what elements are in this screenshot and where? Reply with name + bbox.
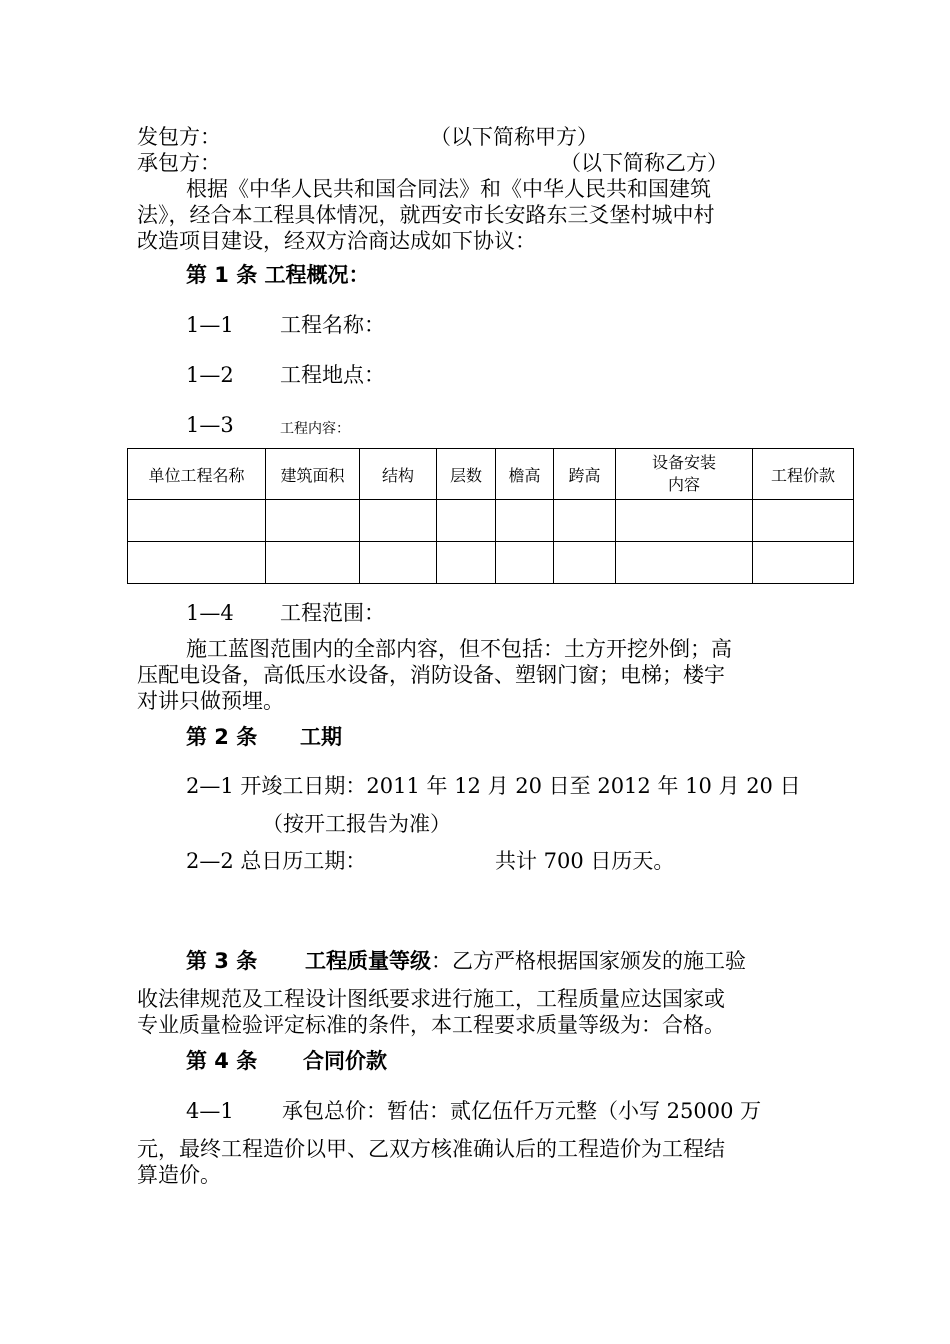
col-header-span-height: 跨高 <box>554 449 616 500</box>
col-header-equipment <box>616 449 753 500</box>
item-4-1-line-3: 算造价。 <box>137 1163 221 1187</box>
item-2-2-value: 共计 700 日历天。 <box>495 849 675 873</box>
table-cell <box>360 542 437 584</box>
intro-line-2: 法》，经合本工程具体情况，就西安市长安路东三爻堡村城中村 <box>137 203 715 227</box>
item-1-1-number: 1—1 <box>186 313 234 337</box>
party-a-label: 发包方： <box>137 125 221 149</box>
col-header-equipment-line1: 设备安装 <box>651 453 716 472</box>
party-b-note: （以下简称乙方） <box>560 151 728 175</box>
article-3-line-1: ：乙方严格根据国家颁发的施工验 <box>431 949 746 973</box>
col-header-area: 建筑面积 <box>266 449 360 500</box>
table-header-row <box>128 449 854 500</box>
party-b-label: 承包方： <box>137 151 221 175</box>
article-3-line-3: 专业质量检验评定标准的条件，本工程要求质量等级为：合格。 <box>137 1013 725 1037</box>
article-2-title: 工期 <box>300 725 342 749</box>
table-cell <box>266 500 360 542</box>
table-cell <box>437 500 496 542</box>
table-cell <box>360 500 437 542</box>
scope-line-2: 压配电设备，高低压水设备，消防设备、塑钢门窗；电梯；楼宇 <box>137 663 725 687</box>
col-header-equipment-line2: 内容 <box>667 475 700 494</box>
item-2-1-note: （按开工报告为准） <box>262 812 451 836</box>
col-header-floors: 层数 <box>437 449 496 500</box>
item-1-4-label: 工程范围： <box>280 601 385 625</box>
article-2-number: 第 2 条 <box>186 725 258 749</box>
col-header-price: 工程价款 <box>753 449 854 500</box>
intro-line-3: 改造项目建设，经双方洽商达成如下协议： <box>137 229 536 253</box>
item-1-2-number: 1—2 <box>186 363 234 387</box>
item-2-2-label: 2—2 总日历工期： <box>186 849 367 873</box>
item-1-3-label: 工程内容： <box>280 421 350 437</box>
table-cell <box>496 542 554 584</box>
table-cell <box>616 500 753 542</box>
table-cell <box>753 542 854 584</box>
item-1-1-label: 工程名称： <box>280 313 385 337</box>
project-content-table <box>127 448 854 584</box>
item-4-1-number: 4—1 <box>186 1099 234 1123</box>
col-header-unit-name: 单位工程名称 <box>128 449 266 500</box>
article-3-number: 第 3 条 <box>186 949 258 973</box>
article-4-number: 第 4 条 <box>186 1049 258 1073</box>
article-3-title-line <box>305 948 746 974</box>
article-1-title: 第 1 条 工程概况： <box>186 263 370 287</box>
article-3-line-2: 收法律规范及工程设计图纸要求进行施工，工程质量应达国家或 <box>137 987 725 1011</box>
col-header-structure: 结构 <box>360 449 437 500</box>
table-row <box>128 542 854 584</box>
item-4-1-line-2: 元，最终工程造价以甲、乙双方核准确认后的工程造价为工程结 <box>137 1137 725 1161</box>
party-a-note: （以下简称甲方） <box>430 125 598 149</box>
table-cell <box>554 542 616 584</box>
table-row <box>128 500 854 542</box>
item-2-1: 2—1 开竣工日期：2011 年 12 月 20 日至 2012 年 10 月 20 日 <box>186 774 801 798</box>
table-cell <box>753 500 854 542</box>
table-cell <box>128 542 266 584</box>
article-4-title: 合同价款 <box>303 1049 387 1073</box>
item-1-4-number: 1—4 <box>186 601 234 625</box>
table-cell <box>554 500 616 542</box>
scope-line-3: 对讲只做预埋。 <box>137 689 284 713</box>
scope-line-1: 施工蓝图范围内的全部内容，但不包括：土方开挖外倒；高 <box>186 637 732 661</box>
table-cell <box>266 542 360 584</box>
table-cell <box>437 542 496 584</box>
item-1-3-number: 1—3 <box>186 413 234 437</box>
table-cell <box>128 500 266 542</box>
col-header-eave-height: 檐高 <box>496 449 554 500</box>
item-4-1-line-1: 承包总价：暂估：贰亿伍仟万元整（小写 25000 万 <box>282 1099 762 1123</box>
table-cell <box>496 500 554 542</box>
intro-line-1: 根据《中华人民共和国合同法》和《中华人民共和国建筑 <box>186 177 711 201</box>
item-1-2-label: 工程地点： <box>280 363 385 387</box>
table-cell <box>616 542 753 584</box>
article-3-title: 工程质量等级 <box>305 949 431 973</box>
